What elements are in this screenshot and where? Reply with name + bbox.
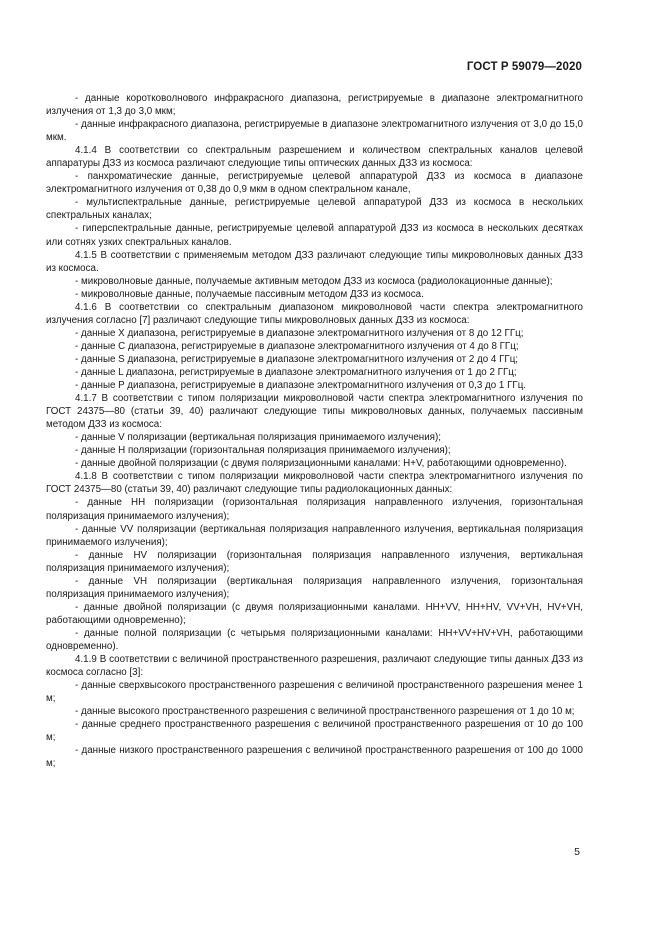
- list-item: - данные HV поляризации (горизонтальная поляризация направленного излучения, вертикальная поляризация принимаемого излучения);: [46, 549, 583, 574]
- clause-paragraph: 4.1.7 В соответствии с типом поляризации микроволновой части спектра электромагнитного излучения по ГОСТ 24375—80 (статьи 39, 40) различают следующие типы микроволновых данных, получаемых пассивным методом ДЗЗ из космоса:: [46, 393, 583, 431]
- list-item: - мультиспектральные данные, регистрируемые целевой аппаратурой ДЗЗ из космоса в нескольких спектральных каналах;: [46, 197, 583, 222]
- clause-paragraph: 4.1.5 В соответствии с применяемым методом ДЗЗ различают следующие типы микроволновых данных ДЗЗ из космоса.: [46, 249, 583, 274]
- clause-paragraph: 4.1.9 В соответствии с величиной пространственного разрешения, различают следующие типы данных ДЗЗ из космоса согласно [3]:: [46, 654, 583, 679]
- clause-paragraph: 4.1.8 В соответствии с типом поляризации микроволновой части спектра электромагнитного излучения по ГОСТ 24375—80 (статьи 39, 40) различают следующие типы радиолокационных данных:: [46, 471, 583, 496]
- clause-paragraph: 4.1.6 В соответствии со спектральным диапазоном микроволновой части спектра электромагнитного излучения согласно [7] различают следующие типы микроволновых данных ДЗЗ из космоса:: [46, 301, 583, 326]
- list-item: - данные HH поляризации (горизонтальная поляризация направленного излучения, горизонтальная поляризация принимаемого излучения);: [46, 497, 583, 522]
- list-item: - данные S диапазона, регистрируемые в диапазоне электромагнитного излучения от 2 до 4 ГГц;: [75, 353, 519, 365]
- list-item: - микроволновые данные, получаемые пассивным методом ДЗЗ из космоса.: [75, 288, 424, 300]
- list-item: - данные низкого пространственного разрешения с величиной пространственного разрешения от 100 до 1000 м;: [46, 745, 583, 770]
- list-item: - микроволновые данные, получаемые активным методом ДЗЗ из космоса (радиолокационные данные);: [75, 275, 553, 287]
- list-item: - данные VV поляризации (вертикальная поляризация направленного излучения, вертикальная поляризация принимаемого излучения);: [46, 523, 583, 548]
- list-item: - данные инфракрасного диапазона, регистрируемые в диапазоне электромагнитного излучения от 3,0 до 15,0 мкм.: [46, 119, 583, 144]
- document-header: ГОСТ Р 59079—2020: [466, 61, 582, 73]
- list-item: - данные L диапазона, регистрируемые в диапазоне электромагнитного излучения от 1 до 2 ГГц;: [75, 366, 517, 378]
- list-item: - данные двойной поляризации (с двумя поляризационными каналами: H+V, работающими одновременно).: [75, 458, 567, 470]
- list-item: - данные коротковолнового инфракрасного диапазона, регистрируемые в диапазоне электромагнитного излучения от 1,3 до 3,0 мкм;: [46, 93, 583, 118]
- list-item: - данные V поляризации (вертикальная поляризация принимаемого излучения);: [75, 432, 441, 444]
- list-item: - данные высокого пространственного разрешения с величиной пространственного разрешения от 1 до 10 м;: [75, 706, 575, 718]
- page-number: 5: [574, 846, 580, 858]
- list-item: - данные двойной поляризации (с двумя поляризационными каналами. HH+VV, HH+HV, VV+VH, HV+VH, работающими одновременно);: [46, 601, 583, 626]
- list-item: - данные полной поляризации (с четырьмя поляризационными каналами: HH+VV+HV+VH, работающими одновременно).: [46, 627, 583, 652]
- list-item: - данные VH поляризации (вертикальная поляризация направленного излучения, горизонтальная поляризация принимаемого излучения);: [46, 575, 583, 600]
- list-item: - данные P диапазона, регистрируемые в диапазоне электромагнитного излучения от 0,3 до 1 ГГц.: [75, 380, 527, 392]
- list-item: - данные X диапазона, регистрируемые в диапазоне электромагнитного излучения от 8 до 12 ГГц;: [75, 327, 524, 339]
- list-item: - гиперспектральные данные, регистрируемые целевой аппаратурой ДЗЗ из космоса в нескольких десятках или сотнях узких спектральных каналов.: [46, 223, 583, 248]
- list-item: - панхроматические данные, регистрируемые целевой аппаратурой ДЗЗ из космоса в диапазоне электромагнитного излучения от 0,38 до 0,9 мкм в одном спектральном канале,: [46, 171, 583, 196]
- list-item: - данные C диапазона, регистрируемые в диапазоне электромагнитного излучения от 4 до 8 ГГц;: [75, 340, 519, 352]
- list-item: - данные среднего пространственного разрешения с величиной пространственного разрешения от 10 до 100 м;: [46, 719, 583, 744]
- document-body: [46, 92, 583, 770]
- list-item: - данные H поляризации (горизонтальная поляризация принимаемого излучения);: [75, 445, 451, 457]
- list-item: - данные сверхвысокого пространственного разрешения с величиной пространственного разрешения менее 1 м;: [46, 680, 583, 705]
- clause-paragraph: 4.1.4 В соответствии со спектральным разрешением и количеством спектральных каналов целевой аппаратуры ДЗЗ из космоса различают следующие типы оптических данных ДЗЗ из космоса:: [46, 145, 583, 170]
